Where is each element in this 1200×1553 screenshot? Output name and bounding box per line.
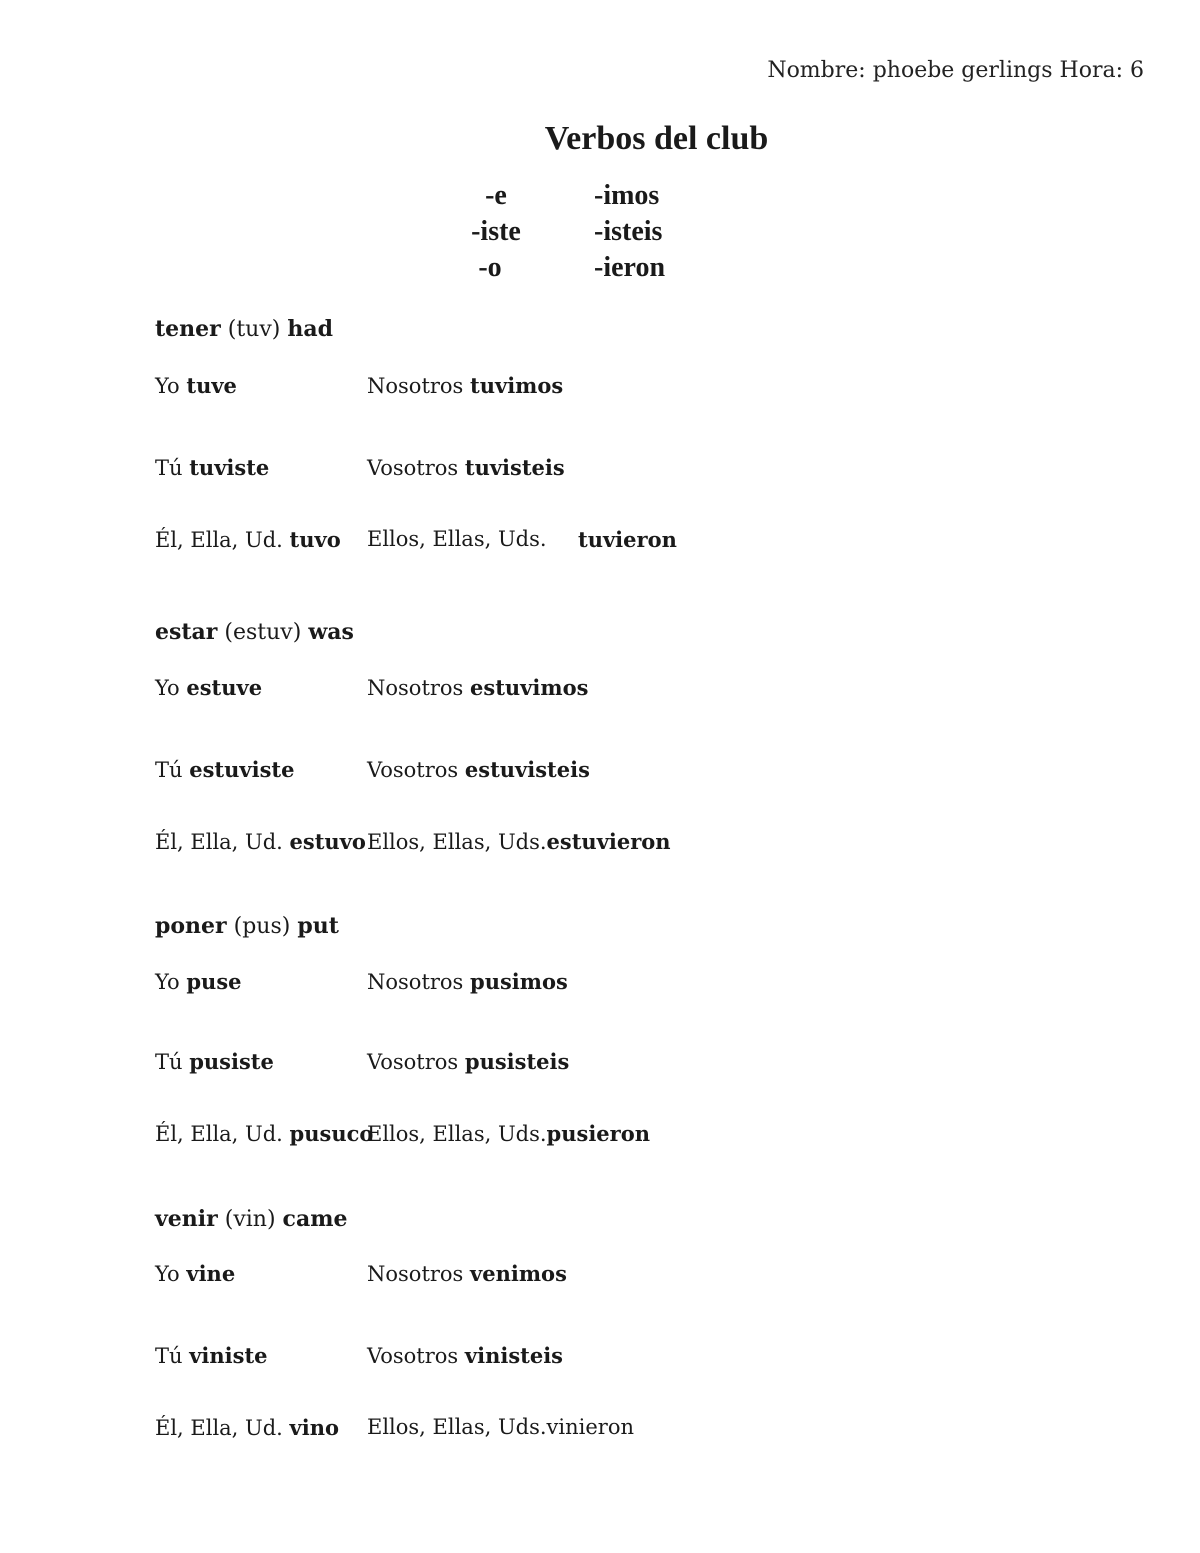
page-title: Verbos del club	[544, 120, 769, 157]
conjugated-form: tuvisteis	[464, 455, 565, 480]
conjugated-form: vine	[186, 1261, 236, 1286]
pronoun-label: Ellos, Ellas, Uds.	[367, 830, 547, 854]
verb-infinitive: venir	[155, 1206, 218, 1232]
form-tu	[155, 1343, 268, 1368]
form-vosotros	[367, 455, 565, 480]
verb-meaning: was	[308, 619, 354, 645]
ending-nosotros: -imos	[594, 180, 660, 211]
conjugated-form: estuvieron	[546, 829, 671, 854]
pronoun-label: Nosotros	[367, 374, 464, 398]
conjugated-form: estuviste	[189, 757, 295, 782]
conjugated-form: estuvo	[289, 829, 366, 854]
form-nosotros	[367, 373, 563, 398]
ending-yo: -e	[485, 180, 507, 211]
form-yo	[155, 969, 242, 994]
pronoun-label: Vosotros	[367, 456, 459, 480]
conjugated-form: pusisteis	[464, 1049, 570, 1074]
verb-heading	[155, 619, 354, 645]
conjugated-form: pusiste	[189, 1049, 274, 1074]
verb-stem: (pus)	[233, 914, 291, 939]
pronoun-label: Ellos, Ellas, Uds.	[367, 1122, 547, 1146]
pronoun-label: Él, Ella, Ud.	[155, 1122, 283, 1146]
form-el	[155, 527, 341, 552]
pronoun-label: Tú	[155, 1050, 183, 1074]
pronoun-label: Él, Ella, Ud.	[155, 830, 283, 854]
conjugated-form: tuve	[186, 373, 237, 398]
form-vosotros	[367, 1343, 563, 1368]
pronoun-label: Nosotros	[367, 970, 464, 994]
form-el	[155, 829, 366, 854]
form-tu	[155, 757, 294, 782]
conjugated-form: estuve	[186, 675, 263, 700]
verb-stem: (vin)	[224, 1207, 276, 1232]
conjugated-form: estuvisteis	[464, 757, 590, 782]
verb-meaning: put	[297, 913, 339, 939]
pronoun-label: Él, Ella, Ud.	[155, 1416, 283, 1440]
form-ellos	[578, 527, 677, 552]
conjugated-form: tuvo	[289, 527, 341, 552]
form-yo	[155, 1261, 235, 1286]
verb-heading	[155, 913, 339, 939]
student-name-line: Nombre: phoebe gerlings Hora: 6	[767, 58, 1144, 83]
form-yo	[155, 373, 237, 398]
pronoun-label: Nosotros	[367, 1262, 464, 1286]
conjugated-form: vino	[289, 1415, 340, 1440]
conjugated-form: tuvieron	[578, 527, 677, 552]
conjugated-form: venimos	[470, 1261, 567, 1286]
verb-stem: (estuv)	[224, 620, 302, 645]
conjugated-form: estuvimos	[470, 675, 589, 700]
form-vosotros	[367, 1049, 569, 1074]
form-ellos	[367, 829, 671, 854]
form-yo	[155, 675, 262, 700]
pronoun-label: Vosotros	[367, 1050, 459, 1074]
pronoun-label: Tú	[155, 456, 183, 480]
form-el	[155, 1121, 373, 1146]
form-ellos-label: Ellos, Ellas, Uds.	[367, 527, 547, 551]
form-nosotros	[367, 1261, 567, 1286]
verb-heading	[155, 1206, 347, 1232]
verb-meaning: had	[287, 316, 333, 342]
form-tu	[155, 1049, 274, 1074]
pronoun-label: Tú	[155, 758, 183, 782]
form-el	[155, 1415, 339, 1440]
pronoun-label: Yo	[155, 970, 180, 994]
form-nosotros	[367, 675, 588, 700]
pronoun-label: Vosotros	[367, 758, 459, 782]
pronoun-label: Yo	[155, 374, 180, 398]
pronoun-label: Vosotros	[367, 1344, 459, 1368]
ending-vosotros: -isteis	[594, 216, 663, 247]
form-ellos	[367, 1121, 650, 1146]
ending-ellos: -ieron	[594, 252, 666, 283]
conjugated-form: tuvimos	[470, 373, 564, 398]
conjugated-form: pusieron	[546, 1121, 650, 1146]
form-ellos	[367, 1415, 634, 1439]
ending-el: -o	[478, 252, 502, 283]
verb-heading	[155, 316, 333, 342]
form-tu	[155, 455, 269, 480]
verb-stem: (tuv)	[227, 317, 281, 342]
form-nosotros	[367, 969, 568, 994]
form-vosotros	[367, 757, 590, 782]
pronoun-label: Yo	[155, 1262, 180, 1286]
conjugated-form: puse	[186, 969, 242, 994]
verb-meaning: came	[282, 1206, 348, 1232]
pronoun-label: Tú	[155, 1344, 183, 1368]
verb-infinitive: poner	[155, 913, 227, 939]
conjugated-form: pusimos	[470, 969, 568, 994]
conjugated-form: vinieron	[546, 1415, 635, 1439]
verb-infinitive: estar	[155, 619, 218, 645]
conjugated-form: viniste	[189, 1343, 268, 1368]
conjugated-form: pusuco	[289, 1121, 374, 1146]
pronoun-label: Yo	[155, 676, 180, 700]
pronoun-label: Él, Ella, Ud.	[155, 528, 283, 552]
conjugated-form: vinisteis	[464, 1343, 563, 1368]
conjugated-form: tuviste	[189, 455, 270, 480]
pronoun-label: Ellos, Ellas, Uds.	[367, 1415, 547, 1439]
pronoun-label: Nosotros	[367, 676, 464, 700]
ending-tu: -iste	[471, 216, 521, 247]
verb-infinitive: tener	[155, 316, 221, 342]
